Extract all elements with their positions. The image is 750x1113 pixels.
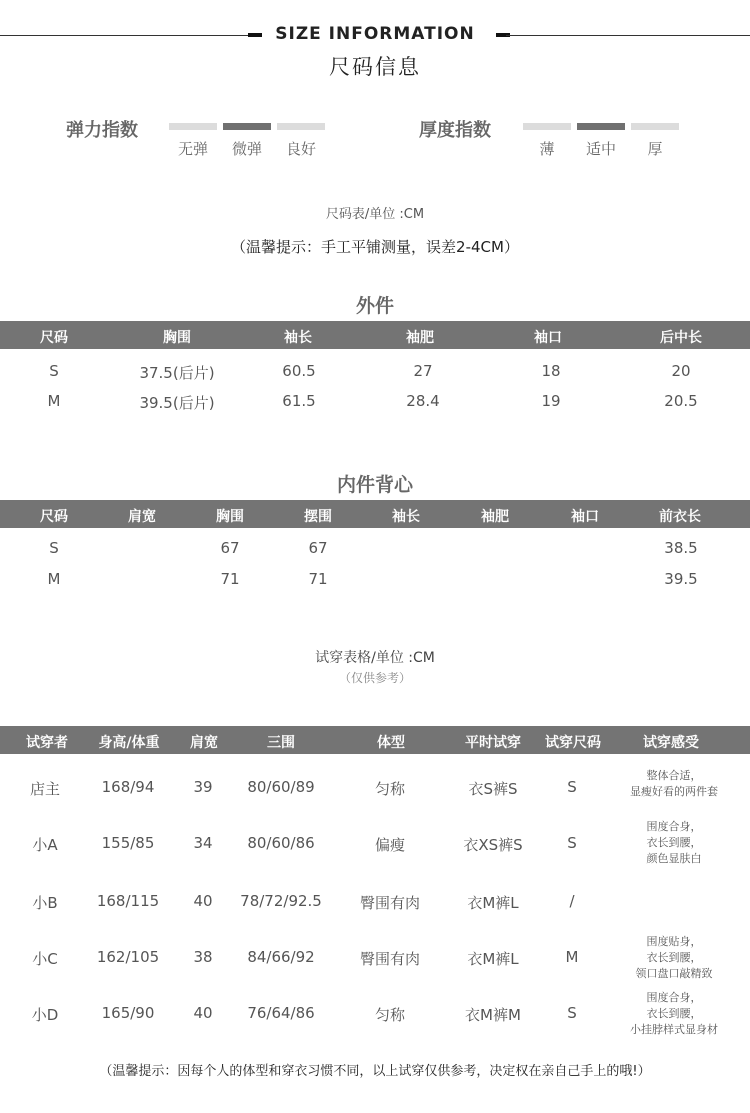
table-cell: 165/90 <box>101 1004 155 1022</box>
thickness-label: 适中 <box>585 140 616 158</box>
table-cell: 臀围有肉 <box>359 950 421 968</box>
table-cell: 67 <box>220 539 240 557</box>
table-cell: S <box>567 1004 577 1022</box>
header-cell: 袖肥 <box>406 330 434 346</box>
table-cell: S <box>567 834 577 852</box>
table-cell: S <box>567 778 577 796</box>
inner-table-header <box>0 500 750 528</box>
table-cell: 臀围有肉 <box>359 894 421 912</box>
table-cell: 衣M裤L <box>467 950 519 968</box>
feedback-text <box>630 768 718 800</box>
table-cell: M <box>47 570 61 588</box>
header-cell: 试穿尺码 <box>545 735 601 751</box>
header-cell: 体型 <box>377 735 405 751</box>
feedback-line: 衣长到腰， <box>646 836 702 849</box>
header-cell: 袖口 <box>534 330 562 346</box>
table-cell: 168/115 <box>96 892 160 910</box>
table-cell: S <box>49 362 59 380</box>
table-cell: M <box>47 392 61 410</box>
table-cell: 衣XS裤S <box>463 836 523 854</box>
table-cell: 衣M裤M <box>465 1006 521 1024</box>
table-cell: 小D <box>31 1006 59 1024</box>
table-cell: 衣S裤S <box>468 780 518 798</box>
feedback-line: 小挂脖样式显身材 <box>630 1023 718 1036</box>
table-cell: 小B <box>32 894 58 912</box>
elasticity-bar-2 <box>223 123 271 130</box>
header-cell: 袖长 <box>392 509 420 525</box>
feedback-line: 显瘦好看的两件套 <box>630 785 718 798</box>
header-cell: 肩宽 <box>190 735 218 751</box>
tryon-table-header <box>0 726 750 754</box>
header-cell: 试穿感受 <box>643 735 699 751</box>
inner-title: 内件背心 <box>336 474 413 496</box>
title-cn: 尺码信息 <box>329 55 421 79</box>
table-cell: M <box>565 948 579 966</box>
table-cell: 38.5 <box>664 539 698 557</box>
feedback-text <box>630 990 718 1038</box>
outer-title: 外件 <box>355 295 394 317</box>
table-cell: 84/66/92 <box>247 948 315 966</box>
table-cell: 67 <box>308 539 328 557</box>
table-cell: 78/72/92.5 <box>240 892 322 910</box>
table-cell: 小A <box>32 836 58 854</box>
table-cell: 40 <box>193 1004 213 1022</box>
table-cell: 39 <box>193 778 213 796</box>
title-en: SIZE INFORMATION <box>275 24 475 44</box>
thickness-label: 厚 <box>647 140 663 158</box>
feedback-line: 围度合身， <box>646 820 702 833</box>
table-cell: 27 <box>413 362 433 380</box>
header-cell: 胸围 <box>216 509 244 525</box>
header-cell: 前衣长 <box>659 509 701 525</box>
header-line-right <box>506 35 750 36</box>
header-cell: 试穿者 <box>26 735 68 751</box>
table-cell: 155/85 <box>101 834 155 852</box>
header-cell: 肩宽 <box>128 509 156 525</box>
size-chart-note: 尺码表/单位 :CM <box>325 207 425 222</box>
table-cell: 34 <box>193 834 213 852</box>
table-cell: 衣M裤L <box>467 894 519 912</box>
table-cell: 71 <box>220 570 240 588</box>
header-cell: 袖长 <box>284 330 312 346</box>
table-cell: 偏瘦 <box>374 836 406 854</box>
header-cell: 平时试穿 <box>465 735 521 751</box>
feedback-line: 整体合适， <box>646 769 702 782</box>
table-cell: / <box>569 892 575 910</box>
table-cell: 39.5 <box>664 570 698 588</box>
elasticity-label: 微弹 <box>231 140 262 158</box>
elasticity-bar-3 <box>277 123 325 130</box>
feedback-line: 围度合身， <box>646 991 702 1004</box>
table-cell: 39.5(后片) <box>139 394 215 412</box>
feedback-text <box>636 934 713 982</box>
feedback-line: 领口盘口敲精致 <box>635 967 713 980</box>
header-cell: 尺码 <box>40 330 68 346</box>
tryon-note: 试穿表格/单位 :CM <box>315 650 435 666</box>
thickness-bar-2 <box>577 123 625 130</box>
header-cell: 尺码 <box>40 509 68 525</box>
header-cell: 后中长 <box>660 330 702 346</box>
header-cell: 身高/体重 <box>98 735 160 751</box>
table-cell: 80/60/86 <box>247 834 315 852</box>
header-cell: 袖肥 <box>481 509 509 525</box>
table-cell: 168/94 <box>101 778 155 796</box>
table-cell: 店主 <box>29 780 61 798</box>
elasticity-label: 无弹 <box>177 140 208 158</box>
thickness-bar-1 <box>523 123 571 130</box>
tryon-sub: （仅供参考） <box>338 671 411 685</box>
header-cell: 袖口 <box>571 509 599 525</box>
feedback-line: 围度贴身， <box>646 935 702 948</box>
measure-tip: （温馨提示：手工平铺测量，误差2-4CM） <box>231 238 519 256</box>
elasticity-bar-1 <box>169 123 217 130</box>
elasticity-label: 良好 <box>285 140 316 158</box>
table-cell: 71 <box>308 570 328 588</box>
table-cell: 匀称 <box>374 780 406 798</box>
table-cell: 38 <box>193 948 213 966</box>
table-cell: 76/64/86 <box>247 1004 315 1022</box>
table-cell: 小C <box>32 950 58 968</box>
table-cell: 20.5 <box>664 392 698 410</box>
table-cell: 40 <box>193 892 213 910</box>
table-cell: 80/60/89 <box>247 778 315 796</box>
table-cell: 20 <box>671 362 691 380</box>
table-cell: 匀称 <box>374 1006 406 1024</box>
header-cell: 三围 <box>267 735 295 751</box>
table-cell: 162/105 <box>96 948 160 966</box>
elasticity-title: 弹力指数 <box>66 120 138 141</box>
feedback-line: 衣长到腰， <box>646 1007 702 1020</box>
table-cell: 61.5 <box>282 392 316 410</box>
header-cell: 摆围 <box>304 509 332 525</box>
table-cell: 37.5(后片) <box>139 364 215 382</box>
thickness-bar-3 <box>631 123 679 130</box>
header-cell: 胸围 <box>163 330 191 346</box>
feedback-line: 衣长到腰， <box>646 951 702 964</box>
table-cell: 18 <box>541 362 561 380</box>
bottom-note: （温馨提示：因每个人的体型和穿衣习惯不同，以上试穿仅供参考，决定权在亲自己手上的哦!） <box>99 1064 651 1079</box>
thickness-label: 薄 <box>539 140 555 158</box>
thickness-title: 厚度指数 <box>419 120 491 141</box>
table-cell: 60.5 <box>282 362 316 380</box>
feedback-text <box>647 819 702 867</box>
outer-table-header <box>0 321 750 349</box>
table-cell: 28.4 <box>406 392 440 410</box>
table-cell: 19 <box>541 392 561 410</box>
feedback-line: 颜色显肤白 <box>646 852 702 865</box>
table-cell: S <box>49 539 59 557</box>
